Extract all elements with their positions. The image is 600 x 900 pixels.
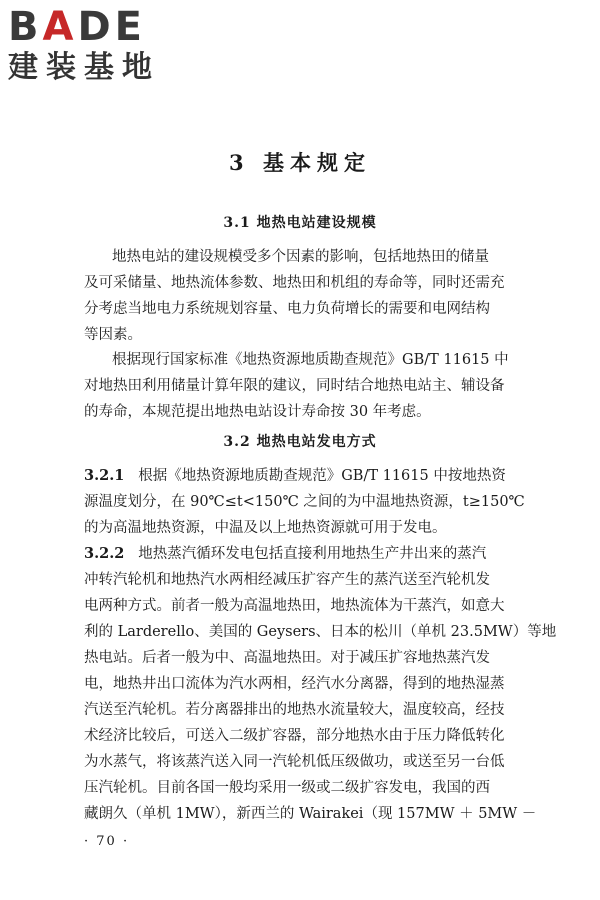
paragraph-3-1-b: 根据现行国家标准《地热资源地质勘查规范》GB/T 11615 中 对地热田利用储量计算年限的建议，同时结合地热电站主、辅设备 的寿命，本规范提出地热电站设计寿命按 30 年考虑。 xyxy=(84,352,509,420)
clause-number: 3.2.2 xyxy=(84,545,125,562)
section-title-3-1: 3.1 地热电站建设规模 xyxy=(223,215,377,231)
clause-number: 3.2.1 xyxy=(84,467,125,484)
paragraph-3-1-a: 地热电站的建设规模受多个因素的影响，包括地热田的储量 及可采储量、地热流体参数、地热田和机组的寿命等，同时还需充 分考虑当地电力系统规划容量、电力负荷增长的需要和电网结构 等因素。 xyxy=(84,249,505,343)
logo-subtitle: 建装基地 xyxy=(8,50,160,85)
logo-wordmark: BADE xyxy=(8,4,146,50)
publisher-logo xyxy=(8,6,178,86)
page-number: · 70 · xyxy=(84,834,130,849)
clause-3-2-1: 3.2.1 根据《地热资源地质勘查规范》GB/T 11615 中按地热资 源温度划分，在 90℃≤t<150℃ 之间的为中温地热资源，t≥150℃ 的为高温地热资源，中温及以上地热资源就可用于发电。 xyxy=(84,467,525,536)
chapter-title: 3 基本规定 xyxy=(229,150,371,175)
clause-3-2-2: 3.2.2 地热蒸汽循环发电包括直接利用地热生产井出来的蒸汽 冲转汽轮机和地热汽水两相经减压扩容产生的蒸汽送至汽轮机发 电两种方式。前者一般为高温地热田，地热流体为干蒸汽，如意大 利的 Larderello、美国的 Geysers、日本的松川（单机 23.5MW）等地 热电站。后者一般为中、高温地热田。对于减压扩容地热蒸汽发 电，地热井出口流体为汽水两相，经汽水分离器，得到的地热湿蒸 汽送至汽轮机。若分离器排出的地热水流量较大，温度较高，经技 术经济比较后，可送入二级扩容器，部分地热水由于压力降低转化 为水蒸气，将该蒸汽送入同一汽轮机低压级做功，或送至另一台低 压汽轮机。目前各国一般均采用一级或二级扩容发电，我国的西 藏朗久（单机 1MW），新西兰的 Wairakei（现 157MW ＋ 5MW － xyxy=(84,545,557,822)
section-title-3-2: 3.2 地热电站发电方式 xyxy=(223,434,377,450)
